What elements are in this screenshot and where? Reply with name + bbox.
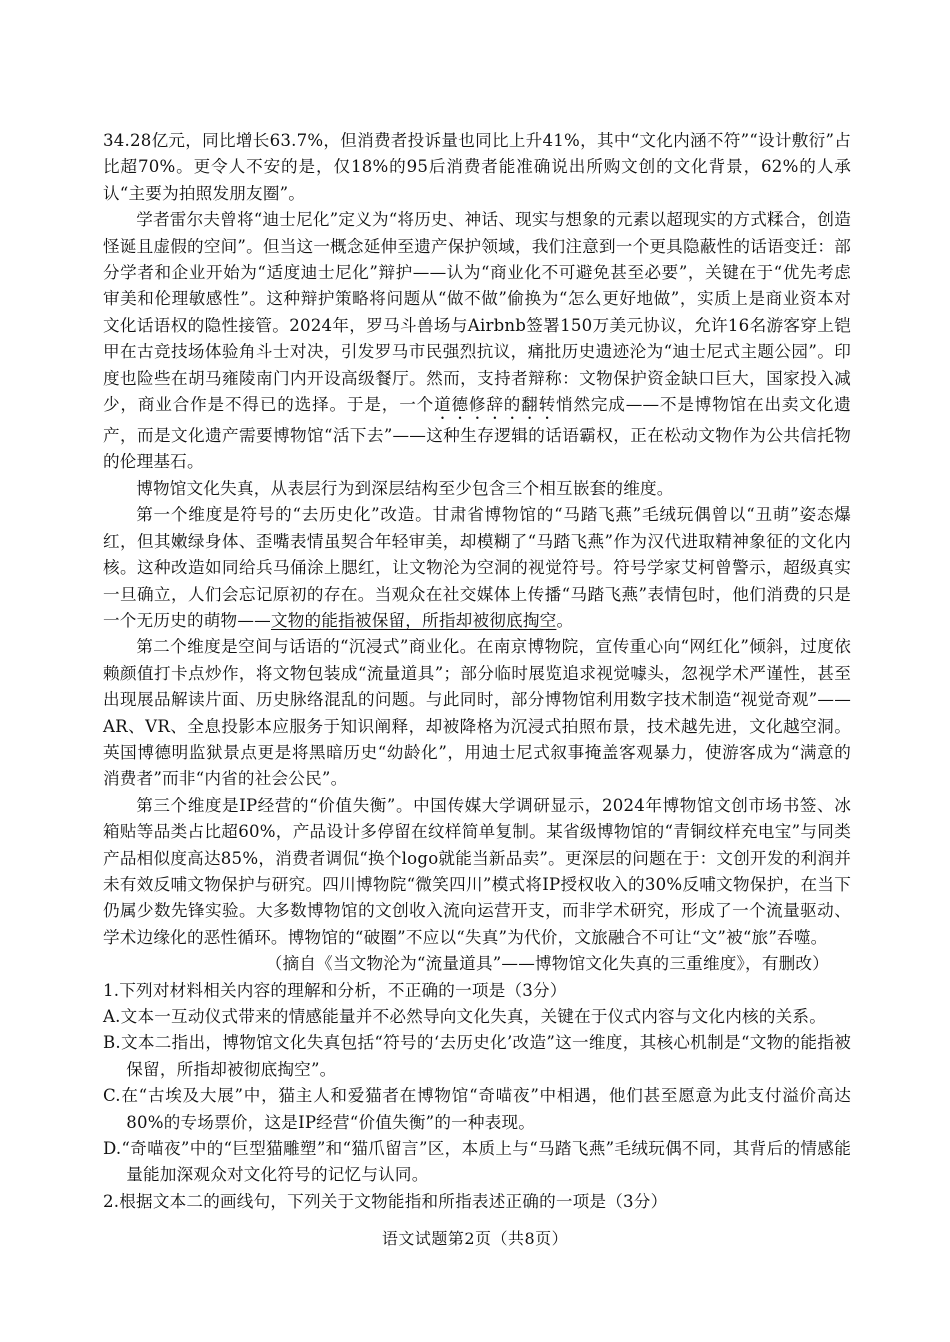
page-footer: 语文试题第2页（共8页） (381, 1229, 569, 1248)
underlined-sentence: 文物的能指被保留，所指却被彻底掏空 (270, 610, 557, 630)
paragraph-continuation: 34.28亿元，同比增长63.7%，但消费者投诉量也同比上升41%，其中“文化内涵不符”“设计敷衍”占比超70%。更令人不安的是，仅18%的95后消费者能准确说出所购文创的文化背景，62%的人承认“主要为拍照发朋友圈”。 (103, 131, 851, 203)
paragraph-text: 学者雷尔夫曾将“迪士尼化”定义为“将历史、神话、现实与想象的元素以超现实的方式糅合，创造怪诞且虚假的空间”。但当这一概念延伸至遗产保护领域，我们注意到一个更具隐蔽性的话语变迁：部分学者和企业开始为“适度迪士尼化”辩护——认为“商业化不可避免甚至必要”，关键在于“优先考虑审美和伦理敏感性”。这种辩护策略将问题从“做不做”偷换为“怎么更好地做”，实质上是商业资本对文化话语权的隐性接管。2024年，罗马斗兽场与Airbnb签署150万美元协议，允许16名游客穿上铠甲在古竞技场体验角斗士对决，引发罗马市民强烈抗议，痛批历史遗迹沦为“迪士尼式主题公园”。印度也险些在胡马雍陵南门内开设高级餐厅。然而，支持者辩称：文物保护资金缺口巨大，国家投入减少，商业合作是不得已的选择。于是，一个 (103, 210, 851, 415)
question-1-option-b: B.文本二指出，博物馆文化失真包括“符号的‘去历史化’改造”这一维度，其核心机制是“文物的能指被保留，所指却被彻底掏空”。 (103, 1033, 851, 1079)
emphasis-dotted-phrase: 道德修辞的翻转 (434, 395, 557, 415)
question-2-stem: 2.根据文本二的画线句，下列关于文物能指和所指表述正确的一项是（3分） (103, 1191, 668, 1211)
paragraph-dimension-two: 第二个维度是空间与话语的“沉浸式”商业化。在南京博物院，宣传重心向“网红化”倾斜，过度依赖颜值打卡点炒作，将文物包装成“流量道具”；部分临时展览追求视觉噱头，忽视学术严谨性，甚至出现展品解读片面、历史脉络混乱的问题。与此同时，部分博物馆利用数字技术制造“视觉奇观”——AR、VR、全息投影本应服务于知识阐释，却被降格为沉浸式拍照布景，技术越先进，文化越空洞。英国博德明监狱景点更是将黑暗历史“幼龄化”，用迪士尼式叙事掩盖客观暴力，使游客成为“满意的消费者”而非“内省的社会公民”。 (103, 637, 851, 789)
paragraph-text: 。 (556, 610, 574, 630)
paragraph-text: 第一个维度是符号的“去历史化”改造。甘肃省博物馆的“马踏飞燕”毛绒玩偶曾以“丑萌”姿态爆红，但其嫩绿身体、歪嘴表情虽契合年轻审美，却模糊了“马踏飞燕”作为汉代进取精神象征的文化内核。这种改造如同给兵马俑涂上腮红，让文物沦为空洞的视觉符号。符号学家艾柯曾警示，超级真实一旦确立，人们会忘记原初的存在。当观众在社交媒体上传播“马踏飞燕”表情包时，他们消费的只是一个无历史的萌物—— (103, 505, 851, 630)
paragraph-dimension-one (103, 502, 851, 634)
question-1-option-d: D.“奇喵夜”中的“巨型猫雕塑”和“猫爪留言”区，本质上与“马踏飞燕”毛绒玩偶不同，其背后的情感能量能加深观众对文化符号的记忆与认同。 (103, 1139, 851, 1185)
paragraph-three-dimensions: 博物馆文化失真，从表层行为到深层结构至少包含三个相互嵌套的维度。 (136, 478, 674, 498)
paragraph-text: 悄然完成——不是博物馆在出卖文化遗产，而是文化遗产需要博物馆“活下去”——这种生存逻辑的话语霸权，正在松动文物作为公共信托物的伦理基石。 (103, 395, 851, 472)
question-1-option-c: C.在“古埃及大展”中，猫主人和爱猫者在博物馆“奇喵夜”中相遇，他们甚至愿意为此支付溢价高达80%的专场票价，这是IP经营“价值失衡”的一种表现。 (103, 1086, 851, 1132)
article-source: （摘自《当文物沦为“流量道具”——博物馆文化失真的三重维度》，有删改） (265, 954, 829, 974)
paragraph-disneyfication (103, 207, 851, 476)
exam-page-body (103, 128, 851, 1215)
paragraph-dimension-three: 第三个维度是IP经营的“价值失衡”。中国传媒大学调研显示，2024年博物馆文创市场书签、冰箱贴等品类占比超60%，产品设计多停留在纹样简单复制。某省级博物馆的“青铜纹样充电宝”与同类产品相似度高达85%，消费者调侃“换个logo就能当新品卖”。更深层的问题在于：文创开发的利润并未有效反哺文物保护与研究。四川博物院“微笑四川”模式将IP授权收入的30%反哺文物保护，在当下仍属少数先锋实验。大多数博物馆的文创收入流向运营开支，而非学术研究，形成了一个流量驱动、学术边缘化的恶性循环。博物馆的“破圈”不应以“失真”为代价，文旅融合不可让“文”被“旅”吞噬。 (103, 795, 851, 947)
question-1-stem: 1.下列对材料相关内容的理解和分析，不正确的一项是（3分） (103, 980, 567, 1000)
question-1-option-a: A.文本一互动仪式带来的情感能量并不必然导向文化失真，关键在于仪式内容与文化内核的关系。 (103, 1007, 826, 1026)
